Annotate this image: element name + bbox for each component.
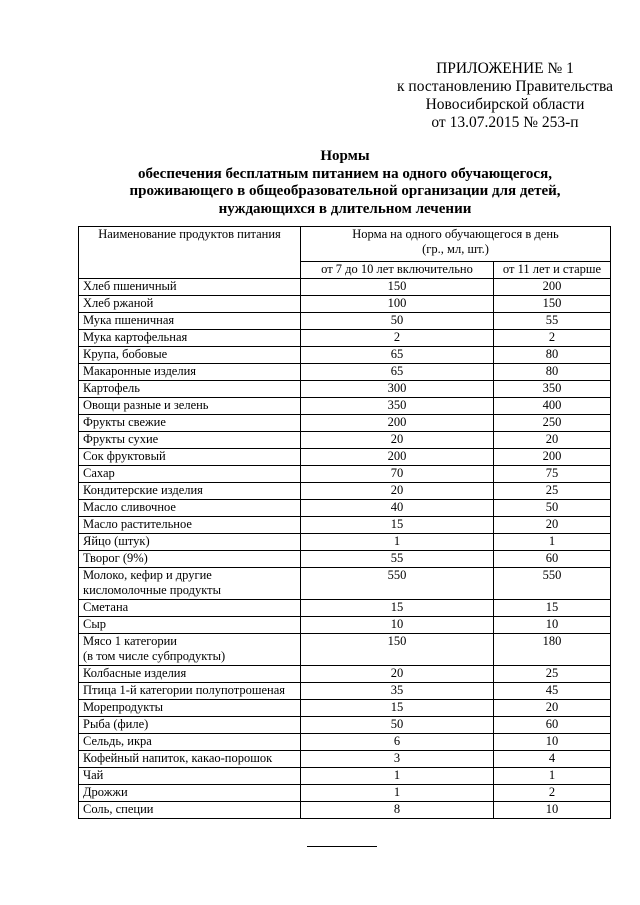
product-name-line: Чай [83, 768, 104, 782]
header-age-11-plus: от 11 лет и старше [494, 262, 611, 279]
product-name [79, 517, 301, 534]
document-title [60, 148, 630, 218]
product-name [79, 551, 301, 568]
norm-age-11-plus: 20 [494, 432, 611, 449]
table-row [79, 751, 611, 768]
norm-age-7-10: 20 [301, 483, 494, 500]
title-line-1: Нормы [320, 148, 370, 164]
norm-age-7-10: 300 [301, 381, 494, 398]
product-name-line: Крупа, бобовые [83, 347, 168, 361]
table-row [79, 568, 611, 600]
product-name-line: Птица 1-й категории полупотрошеная [83, 683, 286, 697]
norm-age-11-plus: 50 [494, 500, 611, 517]
product-name [79, 398, 301, 415]
product-name-line: (в том числе субпродукты) [83, 648, 226, 663]
norm-age-11-plus: 15 [494, 600, 611, 617]
product-name [79, 449, 301, 466]
product-name [79, 296, 301, 313]
product-name-line: Сахар [83, 466, 115, 480]
table-row [79, 381, 611, 398]
product-name [79, 415, 301, 432]
product-name [79, 700, 301, 717]
title-line-3: проживающего в общеобразовательной организации для детей, [129, 183, 561, 199]
product-name-line: Хлеб пшеничный [83, 279, 177, 293]
norms-table [78, 226, 611, 819]
product-name [79, 634, 301, 666]
table-row [79, 500, 611, 517]
product-name-line: Мука пшеничная [83, 313, 175, 327]
norm-age-7-10: 50 [301, 313, 494, 330]
title-line-4: нуждающихся в длительном лечении [218, 200, 472, 217]
norm-age-7-10: 1 [301, 534, 494, 551]
product-name-line: Колбасные изделия [83, 666, 187, 680]
norm-age-7-10: 15 [301, 600, 494, 617]
norm-age-11-plus: 25 [494, 483, 611, 500]
product-name-line: Соль, специи [83, 802, 154, 816]
header-product: Наименование продуктов питания [79, 227, 301, 279]
end-rule [307, 846, 377, 847]
table-row [79, 551, 611, 568]
product-name-line: Масло растительное [83, 517, 192, 531]
product-name-line: Кондитерские изделия [83, 483, 203, 497]
table-row [79, 768, 611, 785]
norm-age-7-10: 50 [301, 717, 494, 734]
product-name [79, 785, 301, 802]
product-name [79, 666, 301, 683]
table-row [79, 483, 611, 500]
table-row [79, 600, 611, 617]
appendix-ref: к постановлению Правительства [397, 78, 613, 95]
norm-age-11-plus: 1 [494, 534, 611, 551]
product-name [79, 483, 301, 500]
table-row [79, 296, 611, 313]
norm-age-7-10: 20 [301, 432, 494, 449]
norm-age-11-plus: 75 [494, 466, 611, 483]
table-body [79, 279, 611, 819]
product-name [79, 466, 301, 483]
norm-age-11-plus: 80 [494, 347, 611, 364]
norm-age-11-plus: 60 [494, 717, 611, 734]
table-row [79, 432, 611, 449]
norm-age-11-plus: 400 [494, 398, 611, 415]
product-name-line: Творог (9%) [83, 551, 148, 565]
norm-age-7-10: 200 [301, 415, 494, 432]
product-name-line: Сыр [83, 617, 106, 631]
product-name-line: Рыба (филе) [83, 717, 149, 731]
appendix-number: ПРИЛОЖЕНИЕ № 1 [436, 60, 574, 77]
norm-age-11-plus: 150 [494, 296, 611, 313]
table-row [79, 734, 611, 751]
product-name [79, 802, 301, 819]
title-line-2: обеспечения бесплатным питанием на одного обучающегося, [138, 165, 552, 182]
norm-age-7-10: 40 [301, 500, 494, 517]
norm-age-11-plus: 4 [494, 751, 611, 768]
product-name-line: Картофель [83, 381, 140, 395]
product-name [79, 568, 301, 600]
product-name-line: Макаронные изделия [83, 364, 197, 378]
appendix-region: Новосибирской области [425, 96, 585, 113]
table-row [79, 279, 611, 296]
norm-age-7-10: 15 [301, 700, 494, 717]
product-name [79, 600, 301, 617]
table-row [79, 802, 611, 819]
norm-age-7-10: 15 [301, 517, 494, 534]
table-row [79, 634, 611, 666]
product-name [79, 279, 301, 296]
product-name [79, 717, 301, 734]
product-name-line: Молоко, кефир и другие [83, 568, 212, 582]
table-row [79, 364, 611, 381]
norm-age-7-10: 350 [301, 398, 494, 415]
norm-age-11-plus: 350 [494, 381, 611, 398]
norm-age-7-10: 1 [301, 785, 494, 802]
norm-age-11-plus: 2 [494, 330, 611, 347]
norm-age-7-10: 1 [301, 768, 494, 785]
header-norm [301, 227, 611, 262]
table-row [79, 617, 611, 634]
norm-age-11-plus: 25 [494, 666, 611, 683]
table-row [79, 700, 611, 717]
product-name [79, 500, 301, 517]
norm-age-7-10: 65 [301, 364, 494, 381]
norm-age-7-10: 55 [301, 551, 494, 568]
norm-age-11-plus: 10 [494, 734, 611, 751]
norm-age-11-plus: 20 [494, 700, 611, 717]
norm-age-11-plus: 55 [494, 313, 611, 330]
appendix-date: от 13.07.2015 № 253-п [431, 114, 579, 131]
table-row [79, 347, 611, 364]
table-row [79, 466, 611, 483]
appendix-header [395, 60, 615, 132]
table-row [79, 415, 611, 432]
table-row [79, 398, 611, 415]
product-name-line: Сок фруктовый [83, 449, 166, 463]
product-name [79, 381, 301, 398]
norm-age-11-plus: 1 [494, 768, 611, 785]
norm-age-11-plus: 200 [494, 279, 611, 296]
product-name-line: Яйцо (штук) [83, 534, 150, 548]
norm-age-7-10: 150 [301, 279, 494, 296]
table-row [79, 449, 611, 466]
table-row [79, 330, 611, 347]
product-name-line: Мясо 1 категории [83, 634, 177, 648]
header-norm-line2: (гр., мл, шт.) [422, 241, 489, 256]
product-name-line: Фрукты свежие [83, 415, 166, 429]
table-row [79, 313, 611, 330]
product-name [79, 683, 301, 700]
product-name [79, 751, 301, 768]
norm-age-7-10: 20 [301, 666, 494, 683]
product-name-line: Масло сливочное [83, 500, 176, 514]
table-row [79, 717, 611, 734]
norm-age-7-10: 35 [301, 683, 494, 700]
product-name [79, 347, 301, 364]
product-name-line: Сельдь, икра [83, 734, 152, 748]
product-name [79, 313, 301, 330]
product-name-line: Овощи разные и зелень [83, 398, 209, 412]
norm-age-11-plus: 550 [494, 568, 611, 600]
table-row [79, 534, 611, 551]
norm-age-11-plus: 200 [494, 449, 611, 466]
product-name [79, 534, 301, 551]
norm-age-7-10: 200 [301, 449, 494, 466]
product-name-line: Сметана [83, 600, 129, 614]
table-row [79, 785, 611, 802]
product-name [79, 734, 301, 751]
product-name-line: Хлеб ржаной [83, 296, 154, 310]
norm-age-11-plus: 20 [494, 517, 611, 534]
norm-age-7-10: 3 [301, 751, 494, 768]
table-row [79, 666, 611, 683]
product-name [79, 768, 301, 785]
norm-age-7-10: 100 [301, 296, 494, 313]
table-row [79, 517, 611, 534]
header-norm-line1: Норма на одного обучающегося в день [352, 227, 559, 241]
product-name-line: Кофейный напиток, какао-порошок [83, 751, 273, 765]
header-age-7-10: от 7 до 10 лет включительно [301, 262, 494, 279]
norm-age-11-plus: 2 [494, 785, 611, 802]
norm-age-7-10: 6 [301, 734, 494, 751]
norm-age-11-plus: 45 [494, 683, 611, 700]
product-name [79, 617, 301, 634]
norm-age-11-plus: 180 [494, 634, 611, 666]
norm-age-7-10: 550 [301, 568, 494, 600]
product-name [79, 330, 301, 347]
norm-age-7-10: 10 [301, 617, 494, 634]
norm-age-7-10: 70 [301, 466, 494, 483]
norm-age-11-plus: 10 [494, 802, 611, 819]
norm-age-7-10: 65 [301, 347, 494, 364]
norm-age-11-plus: 10 [494, 617, 611, 634]
product-name [79, 364, 301, 381]
product-name-line: Фрукты сухие [83, 432, 159, 446]
norm-age-11-plus: 60 [494, 551, 611, 568]
norm-age-7-10: 150 [301, 634, 494, 666]
product-name-line: Дрожжи [83, 785, 128, 799]
product-name [79, 432, 301, 449]
product-name-line: Морепродукты [83, 700, 164, 714]
norm-age-7-10: 2 [301, 330, 494, 347]
product-name-line: Мука картофельная [83, 330, 188, 344]
table-row [79, 683, 611, 700]
product-name-line: кисломолочные продукты [83, 582, 221, 597]
norm-age-11-plus: 80 [494, 364, 611, 381]
norm-age-11-plus: 250 [494, 415, 611, 432]
norm-age-7-10: 8 [301, 802, 494, 819]
